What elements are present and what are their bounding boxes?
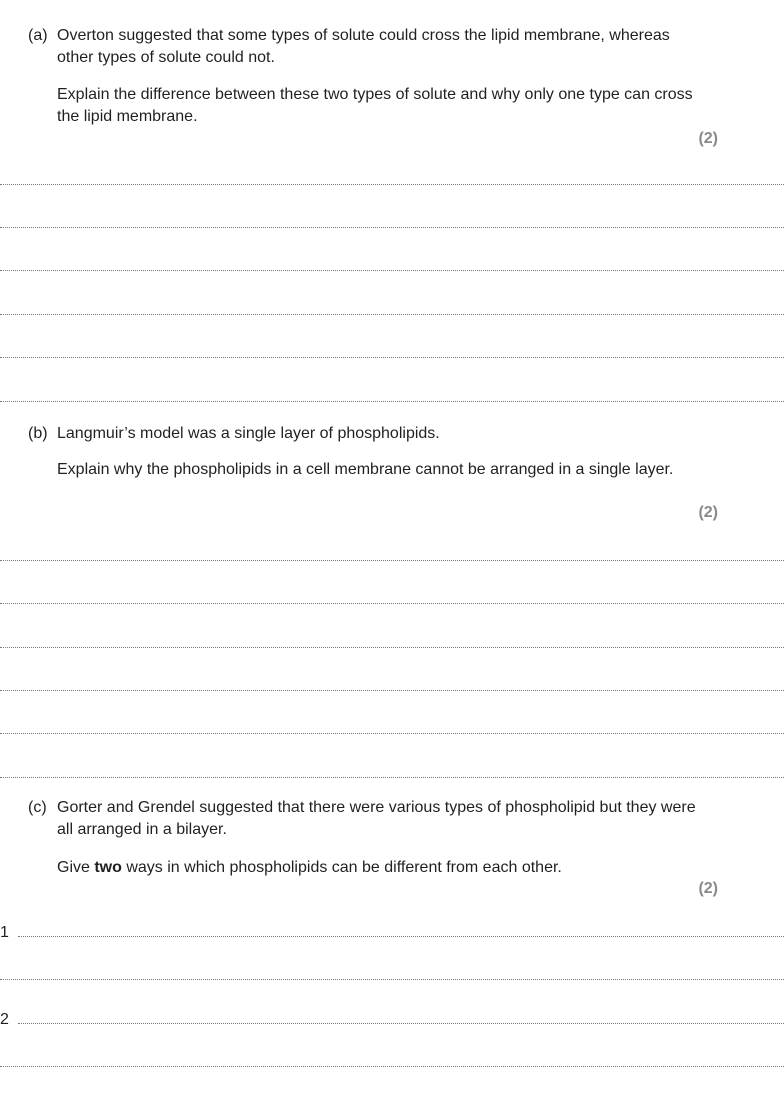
answer-line[interactable] (0, 560, 784, 561)
part-b-marks: (2) (698, 504, 718, 521)
answer-line[interactable] (0, 270, 784, 271)
part-b-intro: Langmuir’s model was a single layer of phospholipids. (57, 425, 440, 442)
answer-line[interactable] (0, 733, 784, 734)
part-c-label: (c) (28, 799, 47, 816)
answer-line[interactable] (0, 401, 784, 402)
part-c-instruction-post: ways in which phospholipids can be different from each other. (121, 859, 562, 876)
answer-line-1[interactable] (18, 936, 784, 937)
part-a-intro: Overton suggested that some types of solute could cross the lipid membrane, whereas other types of solute could not. (57, 27, 670, 66)
part-a-instruction: Explain the difference between these two types of solute and why only one type can cross the lipid membrane. (57, 86, 693, 125)
part-c-instruction-pre: Give (57, 859, 95, 876)
part-b-instruction: Explain why the phospholipids in a cell membrane cannot be arranged in a single layer. (57, 461, 674, 478)
answer-line[interactable] (0, 979, 784, 980)
answer-line[interactable] (0, 184, 784, 185)
part-c-instruction (57, 857, 697, 879)
answer-line[interactable] (0, 777, 784, 778)
answer-number-1: 1 (0, 924, 9, 941)
part-c-instruction-emphasis: two (94, 859, 122, 876)
answer-line[interactable] (0, 314, 784, 315)
answer-line[interactable] (0, 1066, 784, 1067)
answer-line[interactable] (0, 357, 784, 358)
answer-number-2: 2 (0, 1011, 9, 1028)
part-c-marks: (2) (698, 880, 718, 897)
part-c-intro: Gorter and Grendel suggested that there were various types of phospholipid but they were all arranged in a bilayer. (57, 799, 696, 838)
part-a-marks: (2) (698, 130, 718, 147)
answer-line[interactable] (0, 227, 784, 228)
answer-line[interactable] (0, 647, 784, 648)
part-b-label: (b) (28, 425, 48, 442)
answer-line[interactable] (0, 603, 784, 604)
part-a-label: (a) (28, 27, 48, 44)
answer-line-2[interactable] (18, 1023, 784, 1024)
answer-line[interactable] (0, 690, 784, 691)
